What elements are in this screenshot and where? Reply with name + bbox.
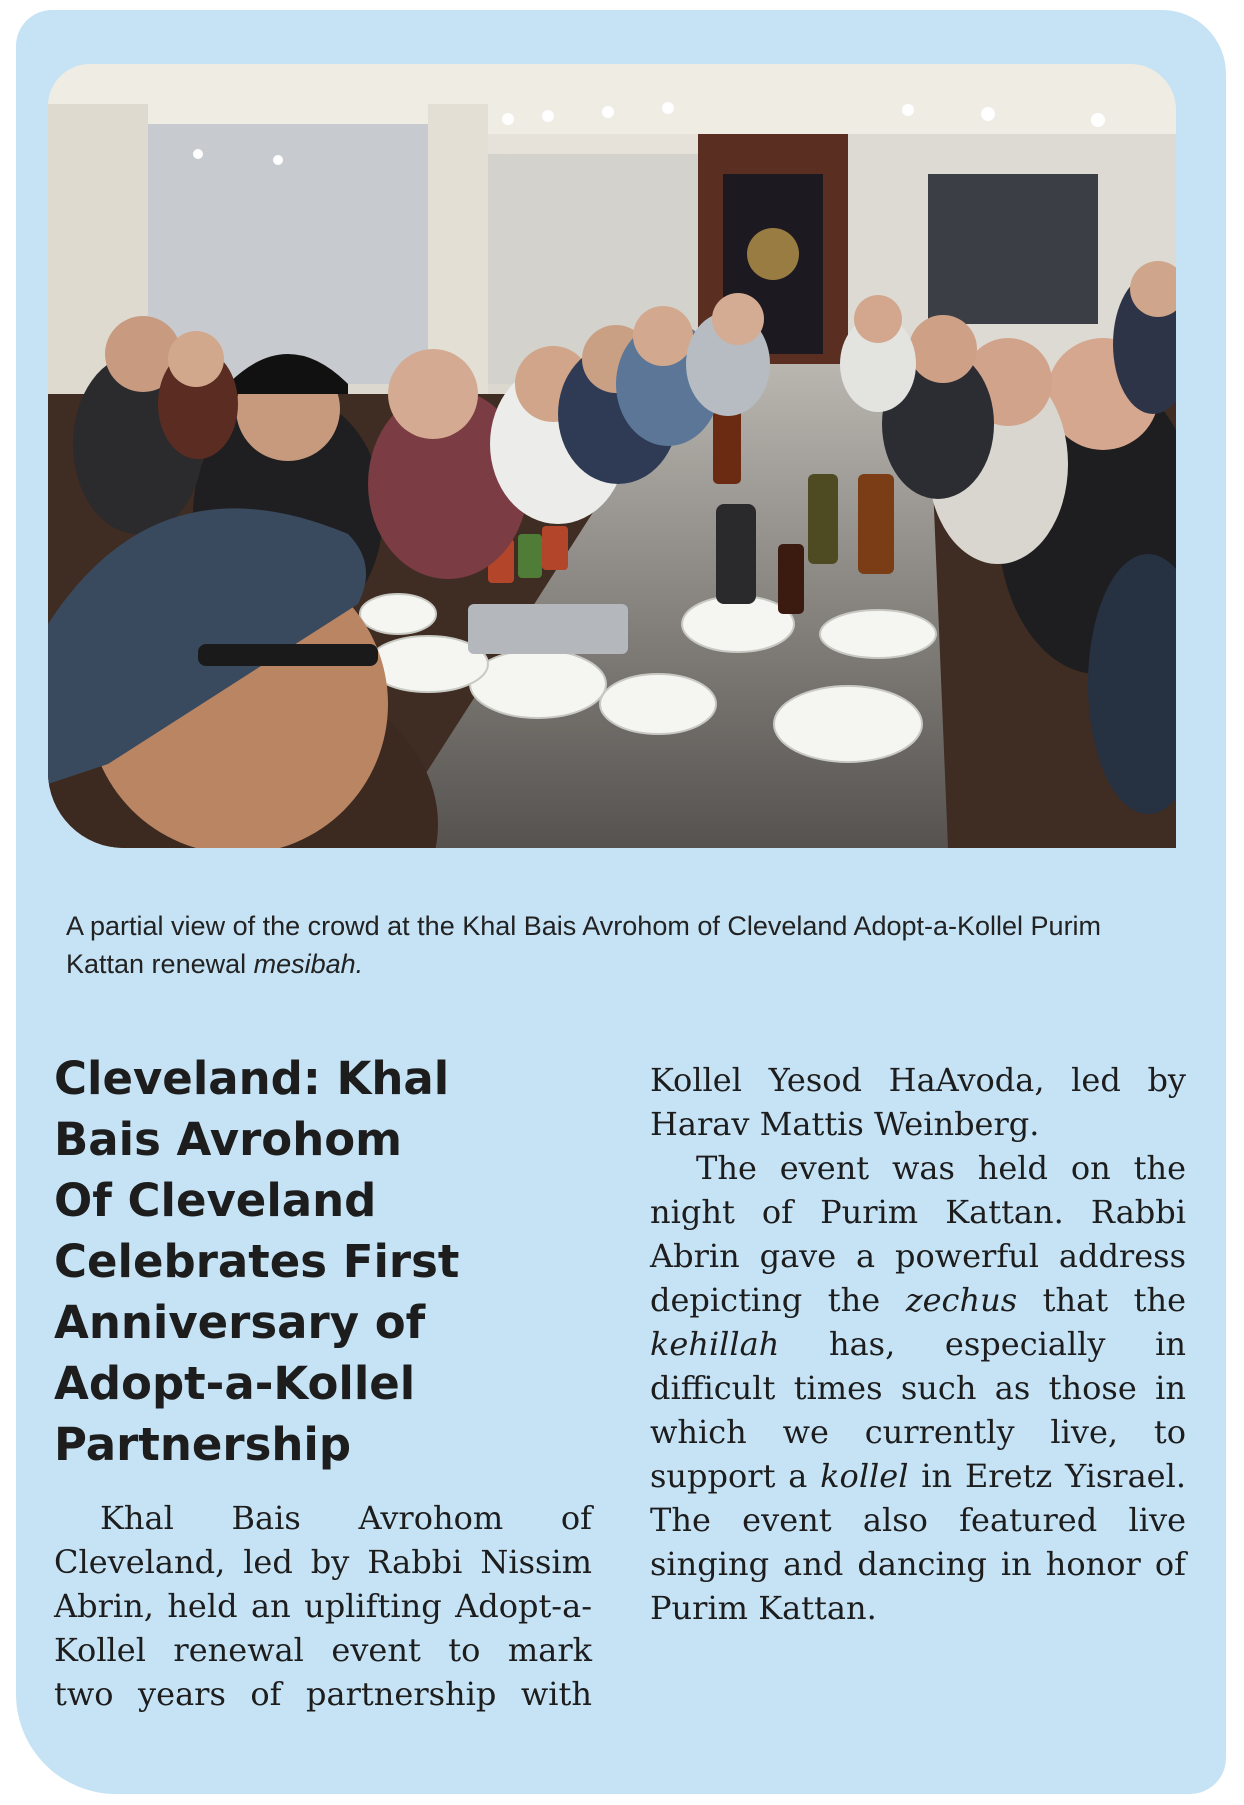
paragraph-text: in Eretz Yisrael. The event also featured live singing and dancing in honor of Purim Kattan. [650,1457,1187,1627]
photo-caption [66,907,1176,983]
event-photo [48,64,1176,848]
headline-line: Of Cleveland [54,1174,377,1227]
article-column-left [54,1496,592,1716]
article-column-right [650,1058,1186,1630]
paragraph-text: The event was held on the night of Purim Kattan. Rabbi Abrin gave a powerful address depicting the [650,1149,1186,1319]
headline-line: Bais Avrohom [54,1113,403,1166]
article-paragraph-2 [650,1146,1186,1630]
caption-text: A partial view of the crowd at the Khal Bais Avrohom of Cleveland Adopt-a-Kollel Purim Kattan renewal [66,911,1102,979]
article-paragraph-1-continued: Kollel Yesod HaAvoda, led by Harav Mattis Weinberg. [650,1061,1186,1143]
paragraph-emphasis: kollel [820,1457,909,1495]
article-paragraph-1: Khal Bais Avrohom of Cleveland, led by Rabbi Nissim Abrin, held an uplifting Adopt-a-Kollel renewal event to mark two years of partnership with [54,1499,592,1713]
event-photo-illustration [48,64,1176,848]
headline-line: Adopt-a-Kollel [54,1357,416,1410]
caption-emphasis: mesibah. [253,949,364,979]
headline-line: Anniversary of [54,1296,426,1349]
headline-line: Cleveland: Khal [54,1052,450,1105]
paragraph-emphasis: zechus [905,1281,1018,1319]
paragraph-text: that the [1017,1281,1187,1319]
article-headline [54,1048,554,1475]
headline-line: Partnership [54,1418,352,1471]
headline-line: Celebrates First [54,1235,460,1288]
paragraph-emphasis: kehillah [650,1325,780,1363]
paragraph-text: has, especially in difficult times such as those in which we currently live, to support a [650,1325,1186,1495]
